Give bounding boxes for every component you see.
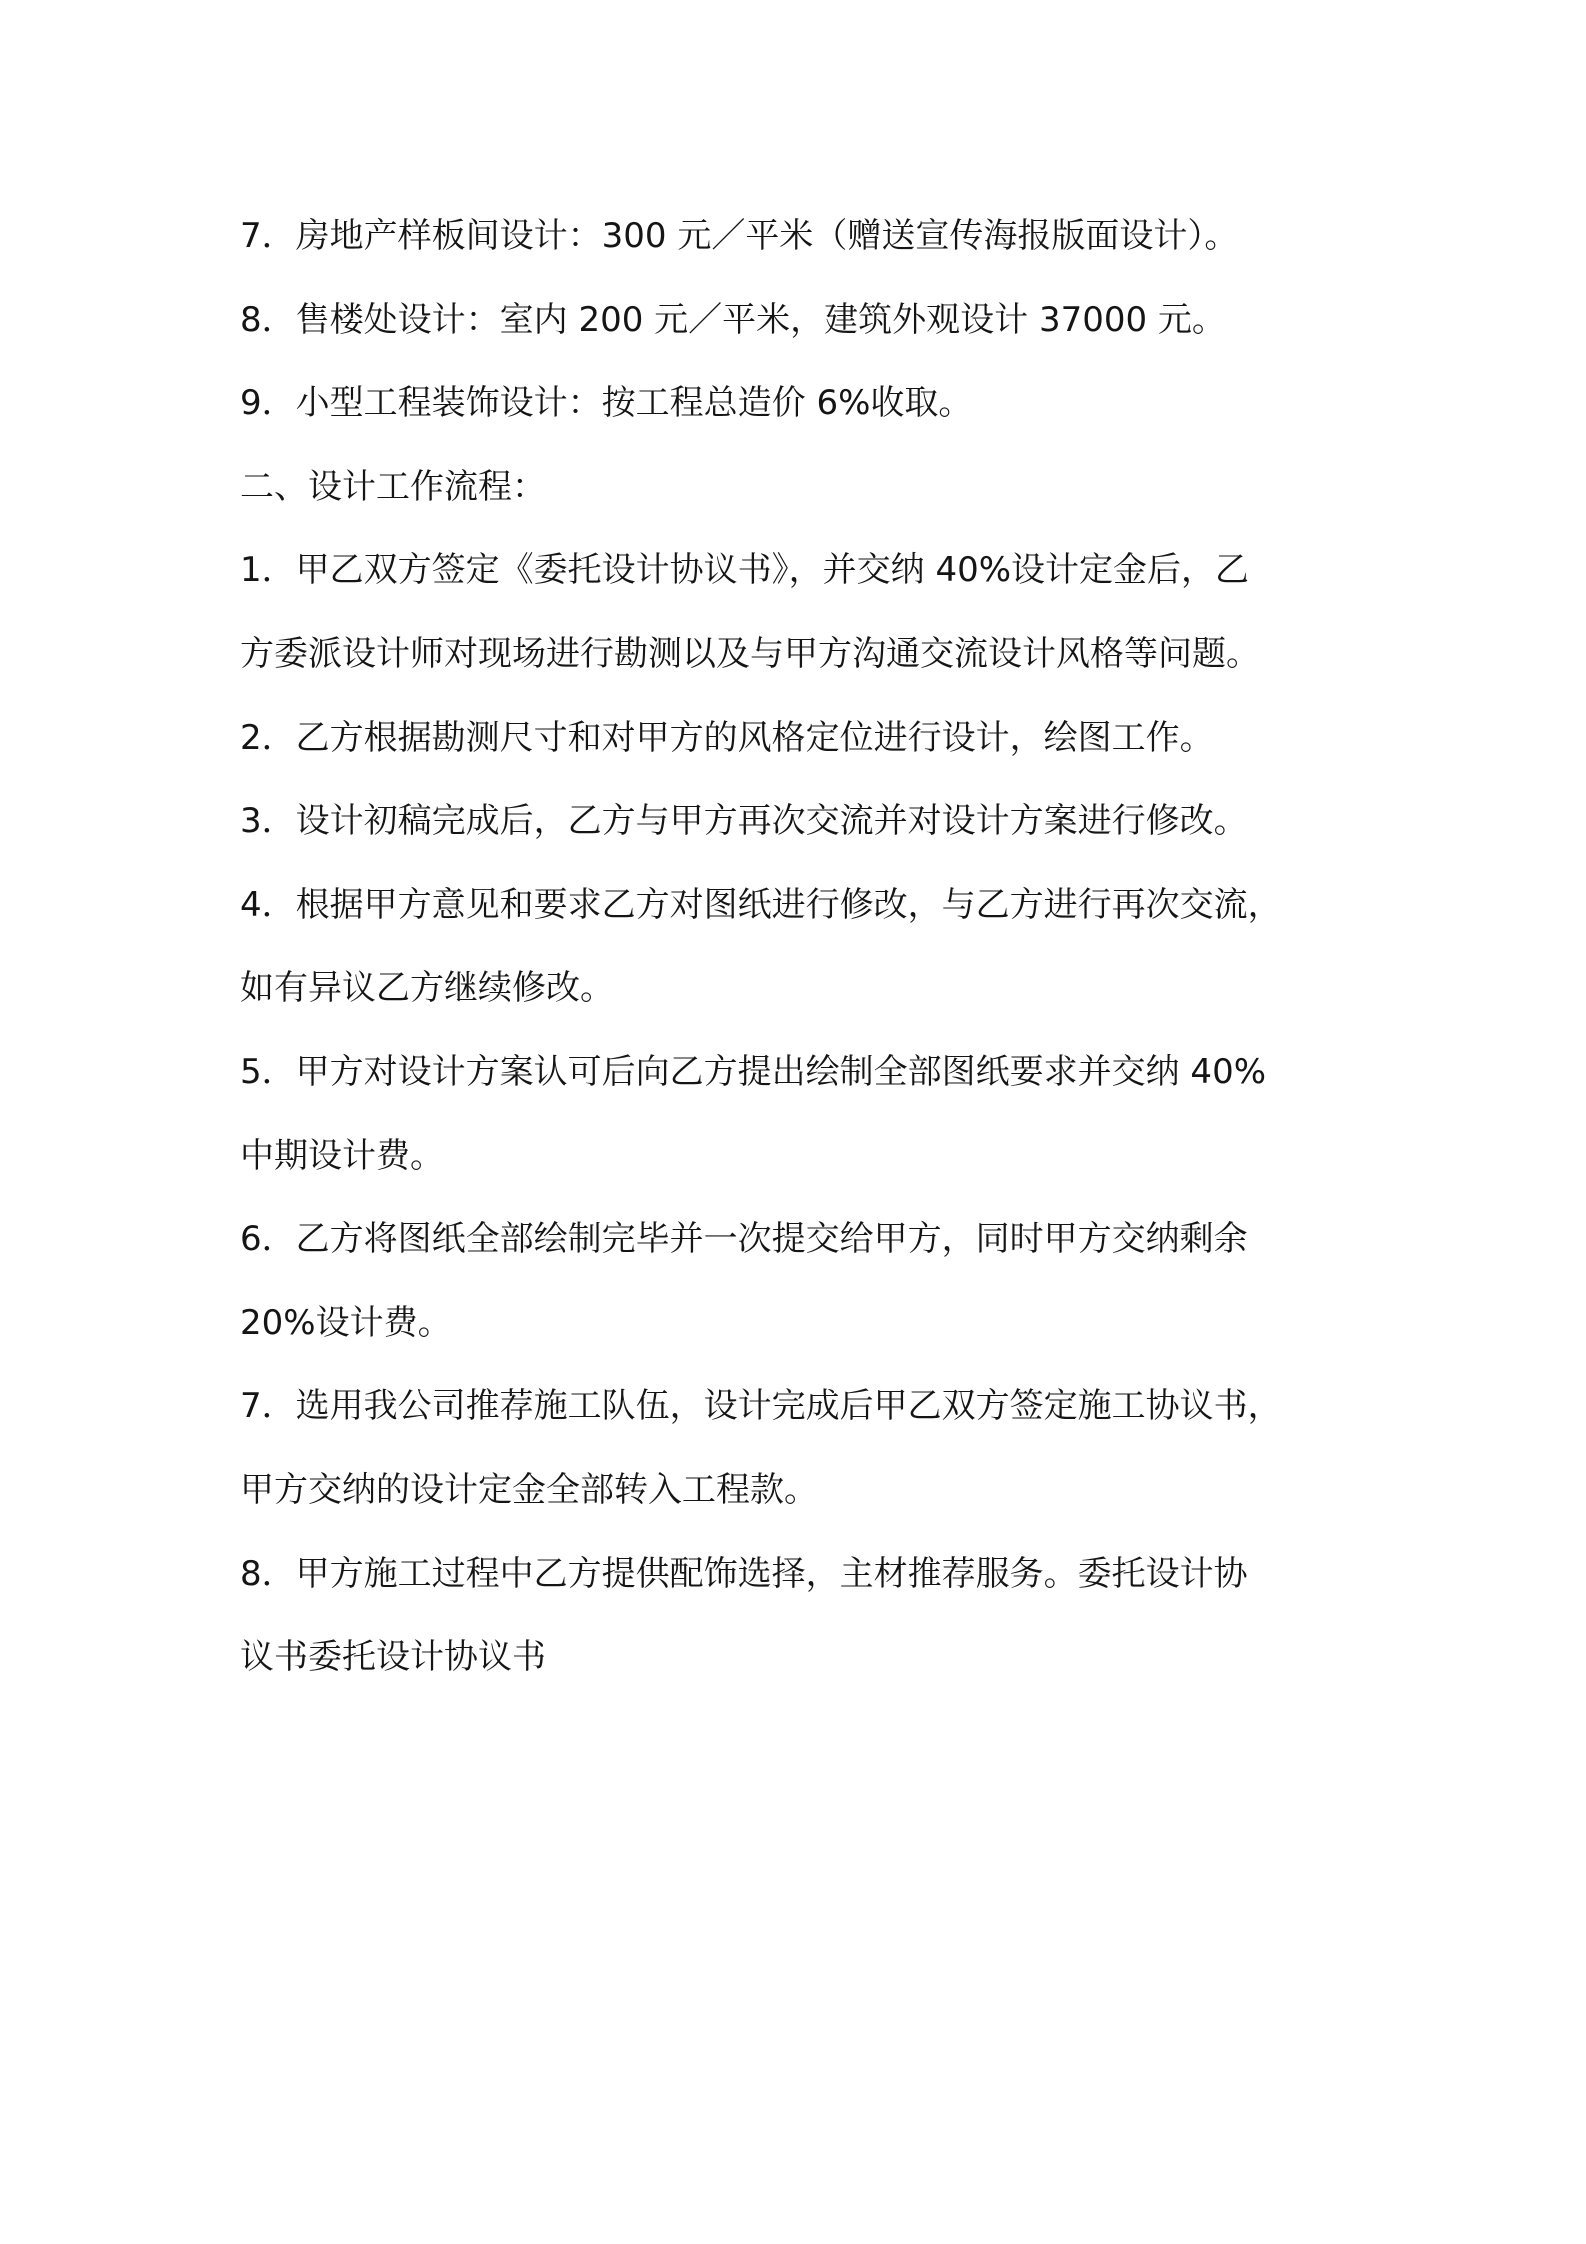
workflow-step-3: 3．设计初稿完成后，乙方与甲方再次交流并对设计方案进行修改。 [240, 801, 1248, 842]
workflow-step-1-line-2: 方委派设计师对现场进行勘测以及与甲方沟通交流设计风格等问题。 [240, 633, 1260, 674]
workflow-step-5-line-2: 中期设计费。 [240, 1135, 444, 1176]
document-body [240, 195, 1350, 1700]
fee-item-9: 9．小型工程装饰设计：按工程总造价 6%收取。 [240, 383, 973, 424]
section-heading-workflow: 二、设计工作流程： [240, 466, 546, 507]
workflow-step-1-line-1: 1．甲乙双方签定《委托设计协议书》，并交纳 40%设计定金后，乙 [240, 550, 1250, 591]
workflow-step-8-line-2: 议书委托设计协议书 [240, 1637, 546, 1678]
workflow-step-6-line-1: 6．乙方将图纸全部绘制完毕并一次提交给甲方，同时甲方交纳剩余 [240, 1219, 1248, 1260]
fee-item-8: 8．售楼处设计：室内 200 元／平米，建筑外观设计 37000 元。 [240, 299, 1226, 340]
workflow-step-7-line-2: 甲方交纳的设计定金全部转入工程款。 [240, 1469, 818, 1510]
workflow-step-5-line-1: 5．甲方对设计方案认可后向乙方提出绘制全部图纸要求并交纳 40% [240, 1051, 1267, 1092]
workflow-step-6-line-2: 20%设计费。 [240, 1302, 452, 1343]
workflow-step-2: 2．乙方根据勘测尺寸和对甲方的风格定位进行设计，绘图工作。 [240, 717, 1214, 758]
workflow-step-8-line-1: 8．甲方施工过程中乙方提供配饰选择，主材推荐服务。委托设计协 [240, 1553, 1248, 1594]
workflow-step-4-line-2: 如有异议乙方继续修改。 [240, 968, 614, 1009]
fee-item-7: 7．房地产样板间设计：300 元／平米（赠送宣传海报版面设计）。 [240, 216, 1239, 256]
workflow-step-7-line-1: 7．选用我公司推荐施工队伍，设计完成后甲乙双方签定施工协议书， [240, 1386, 1282, 1427]
workflow-step-4-line-1: 4．根据甲方意见和要求乙方对图纸进行修改，与乙方进行再次交流， [240, 884, 1282, 925]
